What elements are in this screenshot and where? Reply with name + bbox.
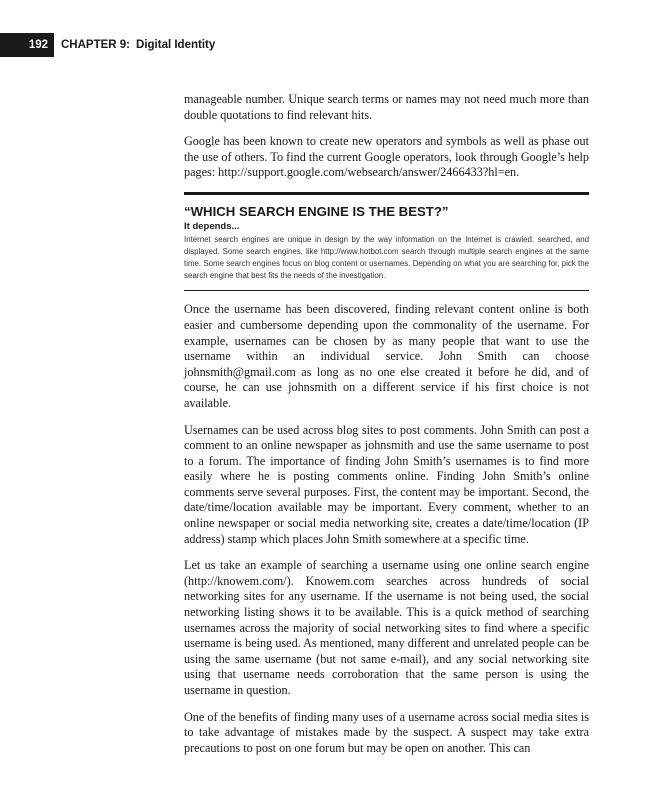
chapter-title: Digital Identity (136, 39, 216, 51)
sidebar-box (184, 192, 589, 291)
paragraph-5: Let us take an example of searching a username using one online search engine (http://knowem.com/). Knowem.com searches across hundreds of social networking sites for any username. If the username is not being used, the social networking listing shows it to be available. This is a quick method of searching usernames across the majority of social networking sites to find where a specific username is being used. As mentioned, many different and unrelated people can be using the same username (but not same e-mail), and any social networking site using that username needs corroboration that the same person is using the username in question. (184, 558, 589, 697)
chapter-label: CHAPTER 9: (61, 39, 131, 51)
paragraph-2: Google has been known to create new operators and symbols as well as phase out the use of others. To find the current Google operators, look through Google’s help pages: http://support.google.com/websearch/answer/2466433?hl=en. (184, 134, 589, 180)
paragraph-6: One of the benefits of finding many uses of a username across social media sites is to take advantage of mistakes made by the suspect. A suspect may take extra precautions to post on one forum but may be open on another. This can (184, 709, 589, 755)
paragraph-3: Once the username has been discovered, finding relevant content online is both easier and cumbersome depending upon the commonality of the username. For example, usernames can be chosen by as many people that want to use the username within an individual service. John Smith can choose johnsmith@gmail.com as long as no one else created it before he did, and of course, he can use johnsmith on a different service if his first choice is not available. (184, 302, 589, 410)
sidebar-subtitle: It depends... (184, 220, 240, 232)
paragraph-1: manageable number. Unique search terms or names may not need much more than double quotations to find relevant hits. (184, 92, 589, 122)
paragraph-4: Usernames can be used across blog sites to post comments. John Smith can post a comment to an online newspaper as johnsmith and use the same username to post to a forum. The importance of finding John Smith’s usernames is to find more easily where he is posting comments online. Finding John Smith’s online comments serve several purposes. First, the content may be important. Second, the date/time/location available may be important. Every comment, whether to an online newspaper or social media networking site, creates a date/time/location (IP address) stamp which places John Smith somewhere at a specific time. (184, 422, 589, 546)
sidebar-title: “WHICH SEARCH ENGINE IS THE BEST?” (184, 203, 449, 219)
running-header (61, 33, 215, 57)
page-number: 192 (0, 33, 54, 57)
sidebar-body: Internet search engines are unique in design by the way information on the Internet is crawled, searched, and displayed. Some search engines, like http://www.hotbot.com search through multiple search engines at the same time. Some search engines focus on blog content or usernames. Depending on what you are searching for, pick the search engine that best fits the needs of the investigation. (184, 234, 589, 281)
page-body (184, 92, 589, 767)
